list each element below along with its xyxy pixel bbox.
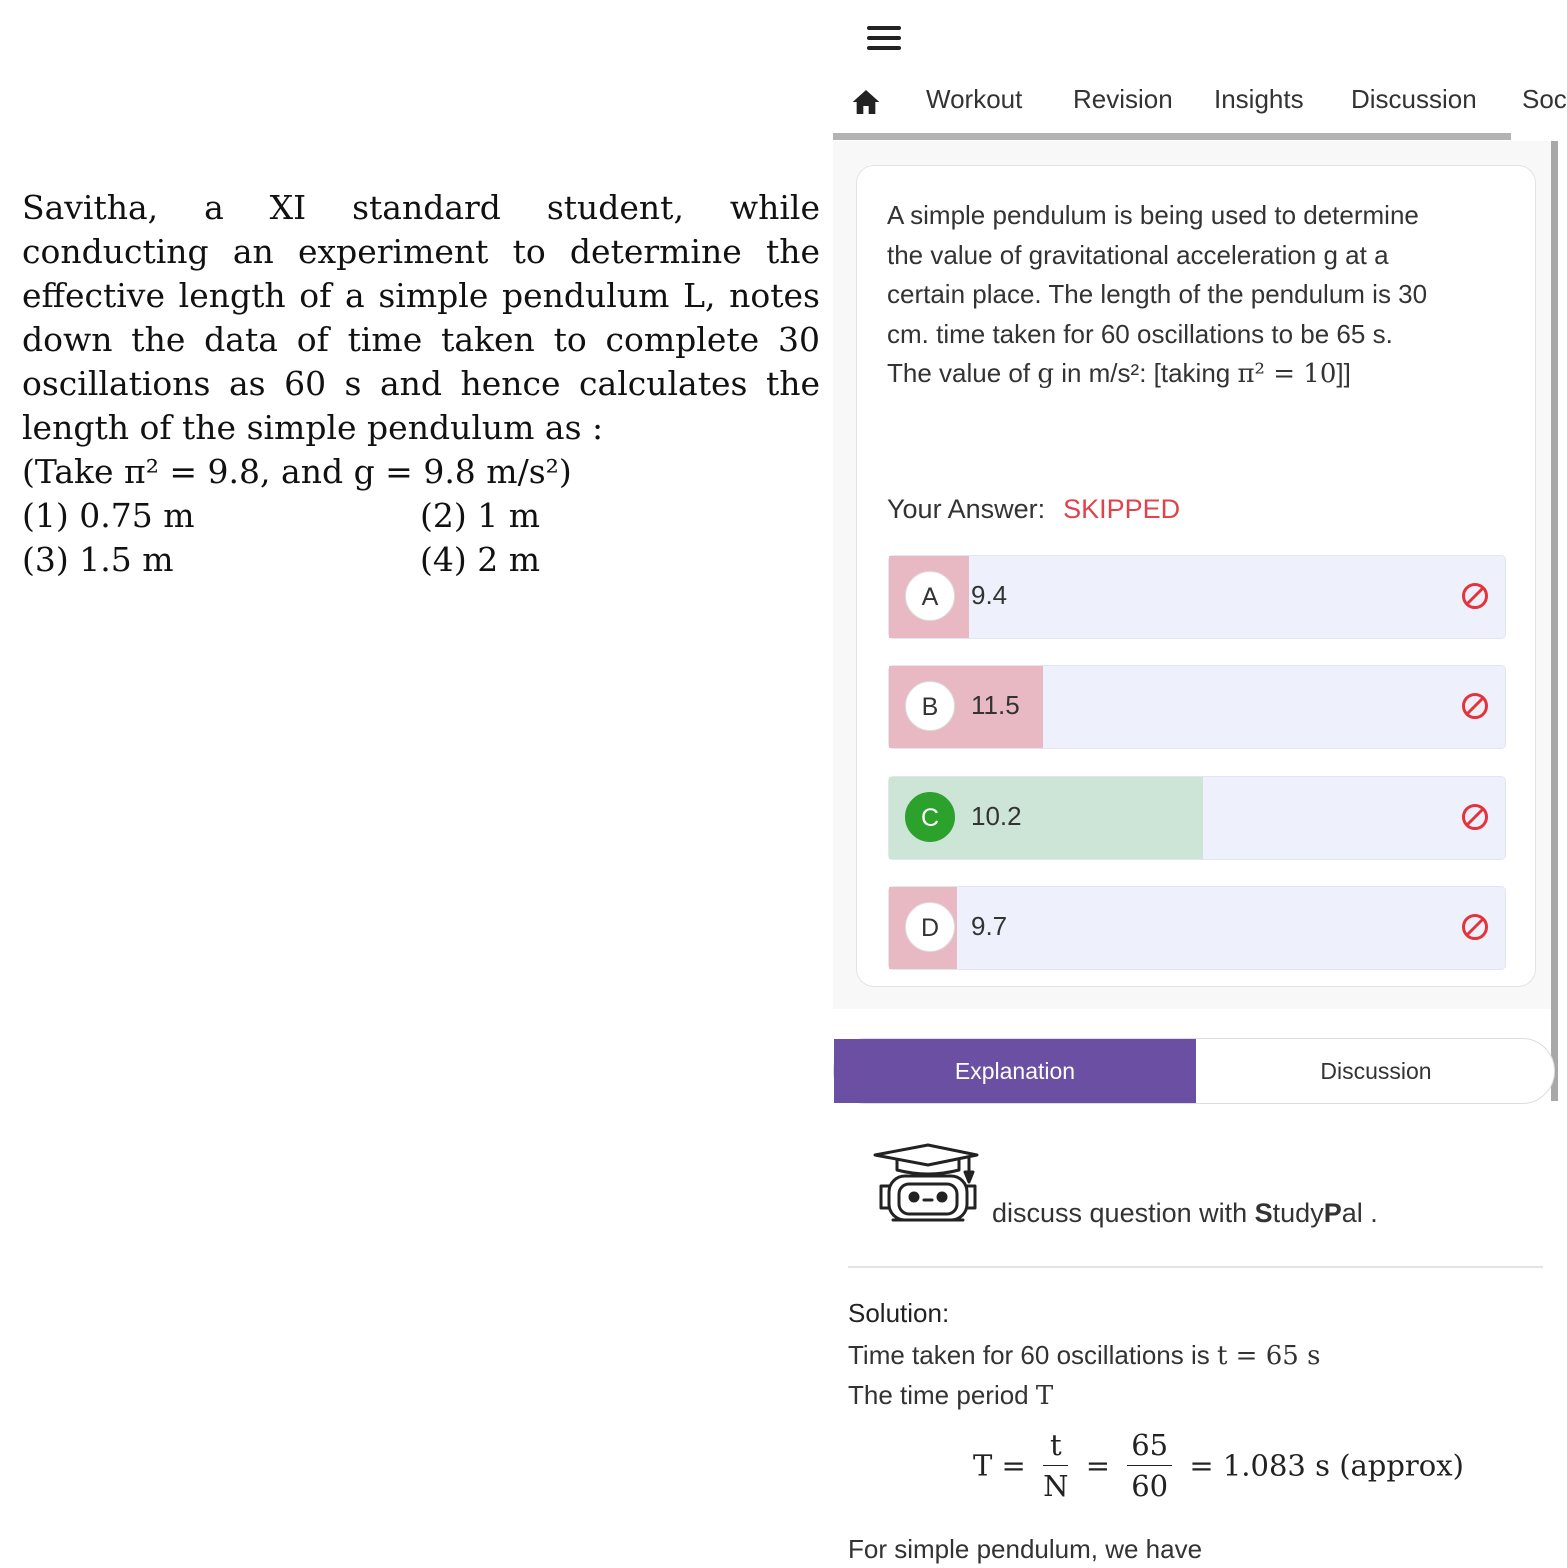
- formula-equals: =: [1085, 1448, 1110, 1483]
- question-area: [833, 141, 1558, 1009]
- question-image-text: Savitha, a XI standard student, while conducting an experiment to determine the effective length of a simple pendulum L, notes down the data of time taken to complete 30 oscillations as 60 s and hence calculates the length of the simple pendulum as :: [22, 188, 820, 447]
- solution-math: T: [1035, 1381, 1054, 1411]
- explanation-discussion-toggle: [833, 1038, 1555, 1104]
- option-b-value: 11.5: [971, 690, 1020, 720]
- option-c-value: 10.2: [971, 801, 1022, 831]
- tab-workout[interactable]: Workout: [926, 84, 1023, 114]
- solution-math: t = 65 s: [1216, 1341, 1321, 1371]
- solution-text: Time taken for 60 oscillations is: [848, 1340, 1217, 1370]
- option-a-value: 9.4: [971, 580, 1008, 610]
- studypal-link[interactable]: [992, 1198, 1378, 1229]
- block-icon: [1461, 803, 1489, 831]
- option-a[interactable]: [888, 555, 1506, 639]
- formula-denominator: 60: [1131, 1469, 1169, 1503]
- studypal-brand: al: [1341, 1198, 1363, 1228]
- question-card: [856, 165, 1536, 987]
- your-answer-status: SKIPPED: [1063, 494, 1181, 524]
- your-answer-label: Your Answer:: [887, 494, 1046, 524]
- question-math: π² = 10: [1237, 359, 1337, 389]
- formula-numerator: t: [1043, 1428, 1068, 1466]
- option-a-letter: A: [905, 571, 955, 621]
- solution-line-1: [848, 1340, 1320, 1371]
- tab-soc[interactable]: Soc: [1522, 84, 1567, 114]
- discussion-tab[interactable]: Discussion: [1320, 1058, 1432, 1084]
- your-answer: [887, 494, 1180, 525]
- block-icon: [1461, 582, 1489, 610]
- option-c-letter: C: [905, 792, 955, 842]
- divider: [848, 1266, 1543, 1268]
- solution-line-3: For simple pendulum, we have: [848, 1534, 1203, 1564]
- solution-text: The time period: [848, 1380, 1036, 1410]
- studypal-text: discuss question with: [992, 1198, 1255, 1228]
- studypal-text: .: [1362, 1198, 1378, 1228]
- studypal-brand: S: [1254, 1198, 1273, 1228]
- question-image-option-4: (4) 2 m: [420, 540, 541, 579]
- nav-scrollbar[interactable]: [833, 133, 1511, 140]
- app-panel: [833, 0, 1567, 1568]
- top-nav: [833, 78, 1567, 128]
- hamburger-icon[interactable]: [867, 26, 903, 52]
- solution-formula: [973, 1428, 1464, 1503]
- question-line: the value of gravitational acceleration g at a: [887, 239, 1389, 270]
- question-fragment: in m/s²: [taking: [1053, 358, 1238, 388]
- home-icon[interactable]: [849, 86, 883, 118]
- question-math: g: [1037, 359, 1054, 389]
- explanation-tab[interactable]: Explanation: [834, 1039, 1196, 1103]
- question-image-option-3: (3) 1.5 m: [22, 540, 174, 579]
- option-d-value: 9.7: [971, 911, 1008, 941]
- block-icon: [1461, 692, 1489, 720]
- block-icon: [1461, 913, 1489, 941]
- formula-result: = 1.083 s (approx): [1189, 1448, 1464, 1483]
- question-line: cm. time taken for 60 oscillations to be 65 s.: [887, 318, 1393, 349]
- formula-numerator: 65: [1127, 1428, 1172, 1466]
- tab-revision[interactable]: Revision: [1073, 84, 1173, 114]
- tab-insights[interactable]: Insights: [1214, 84, 1304, 114]
- question-image-option-2: (2) 1 m: [420, 496, 541, 535]
- option-c[interactable]: [888, 776, 1506, 860]
- question-line: [887, 354, 1517, 395]
- formula-fraction: [1127, 1428, 1172, 1503]
- option-b-letter: B: [905, 681, 955, 731]
- question-image-note: (Take π² = 9.8, and g = 9.8 m/s²): [22, 452, 572, 491]
- formula-denominator: N: [1043, 1469, 1069, 1503]
- formula-lhs: T =: [973, 1448, 1026, 1483]
- solution-line-2: [848, 1380, 1053, 1411]
- question-line: certain place. The length of the pendulum is 30: [887, 279, 1428, 309]
- option-b[interactable]: [888, 665, 1506, 749]
- question-text: [887, 196, 1517, 395]
- question-image-options: [22, 494, 820, 582]
- solution-title: Solution:: [848, 1298, 950, 1328]
- question-fragment: The value of: [887, 358, 1038, 388]
- option-d[interactable]: [888, 886, 1506, 970]
- formula-fraction: [1043, 1428, 1068, 1503]
- tab-discussion[interactable]: Discussion: [1351, 84, 1477, 114]
- question-fragment: ]]: [1336, 358, 1351, 388]
- question-line: A simple pendulum is being used to determine: [887, 200, 1419, 230]
- studypal-robot-icon: [873, 1142, 983, 1230]
- studypal-brand: P: [1323, 1198, 1342, 1228]
- studypal-brand: tudy: [1272, 1198, 1324, 1228]
- question-image: [22, 186, 820, 582]
- question-image-option-1: (1) 0.75 m: [22, 496, 195, 535]
- option-d-letter: D: [905, 902, 955, 952]
- page-scrollbar[interactable]: [1551, 141, 1558, 1101]
